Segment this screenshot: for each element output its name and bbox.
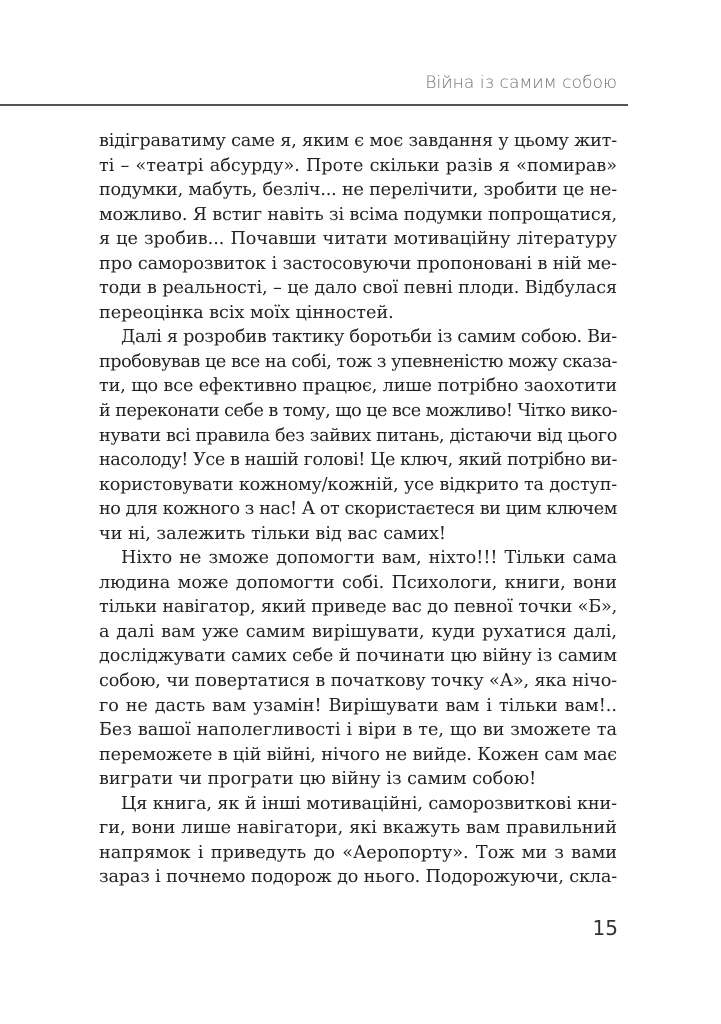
text-line: чи ні, залежить тільки від вас самих! [99, 523, 446, 544]
text-line: нувати всі правила без зайвих питань, дістаючи від цього [99, 425, 617, 446]
text-line: переможете в цій війні, нічого не вийде. Кожен сам має [99, 744, 617, 765]
text-line: людина може допомогти собі. Психологи, книги, вони [99, 572, 617, 593]
text-line: переоцінка всіх моїх цінностей. [99, 302, 394, 323]
text-line: можливо. Я встиг навіть зі всіма подумки попрощатися, [99, 204, 617, 225]
text-line: тоди в реальності, – це дало свої певні плоди. Відбулася [99, 278, 617, 299]
text-line: но для кожного з нас! А от скористаєтеся ви цим ключем [99, 499, 617, 520]
text-line: ті – «театрі абсурду». Проте скільки разів я «помирав» [99, 155, 617, 176]
text-line: насолоду! Усе в нашій голові! Це ключ, який потрібно ви- [99, 450, 617, 471]
text-line: Далі я розробив тактику боротьби із самим собою. Ви- [121, 327, 617, 348]
text-line: досліджувати самих себе й починати цю війну із самим [99, 646, 617, 667]
text-line: користовувати кожному/кожній, усе відкрито та доступ- [99, 474, 617, 495]
text-line: а далі вам уже самим вирішувати, куди рухатися далі, [99, 621, 617, 642]
text-line: подумки, мабуть, безліч... не перелічити, зробити це не- [99, 180, 617, 201]
text-line: я це зробив... Почавши читати мотиваційну літературу [99, 229, 617, 250]
text-line: го не дасть вам узамін! Вирішувати вам і тільки вам!.. [99, 695, 617, 716]
text-line: Ця книга, як й інші мотиваційні, саморозвиткові кни- [121, 793, 617, 814]
text-line: собою, чи повертатися в початкову точку «А», яка нічо- [99, 671, 617, 692]
text-line: тільки навігатор, який приведе вас до певної точки «Б», [99, 597, 618, 618]
text-line: напрямок і приведуть до «Аеропорту». Тож ми з вами [99, 842, 617, 863]
text-line: пробовував це все на собі, тож з упевненістю можу сказа- [99, 351, 618, 372]
page-number: 15 [592, 916, 618, 940]
text-line: про саморозвиток і застосовуючи пропоновані в ній ме- [99, 253, 617, 274]
text-line: відіграватиму саме я, яким є моє завдання у цьому жит- [99, 131, 618, 151]
text-line: виграти чи програти цю війну із самим собою! [99, 769, 537, 790]
text-line: Без вашої наполегливості і віри в те, що ви зможете та [99, 720, 617, 741]
text-line: зараз і почнемо подорож до нього. Подорожуючи, скла- [99, 867, 618, 888]
text-line: Ніхто не зможе допомогти вам, ніхто!!! Тільки сама [121, 548, 617, 569]
text-line: й переконати себе в тому, що це все можливо! Чітко вико- [99, 401, 618, 422]
text-line: ти, що все ефективно працює, лише потрібно заохотити [99, 376, 618, 397]
body-text [99, 129, 617, 890]
running-title: Війна із самим собою [425, 73, 617, 93]
text-line: ги, вони лише навігатори, які вкажуть вам правильний [99, 818, 617, 839]
header-rule [0, 104, 628, 106]
